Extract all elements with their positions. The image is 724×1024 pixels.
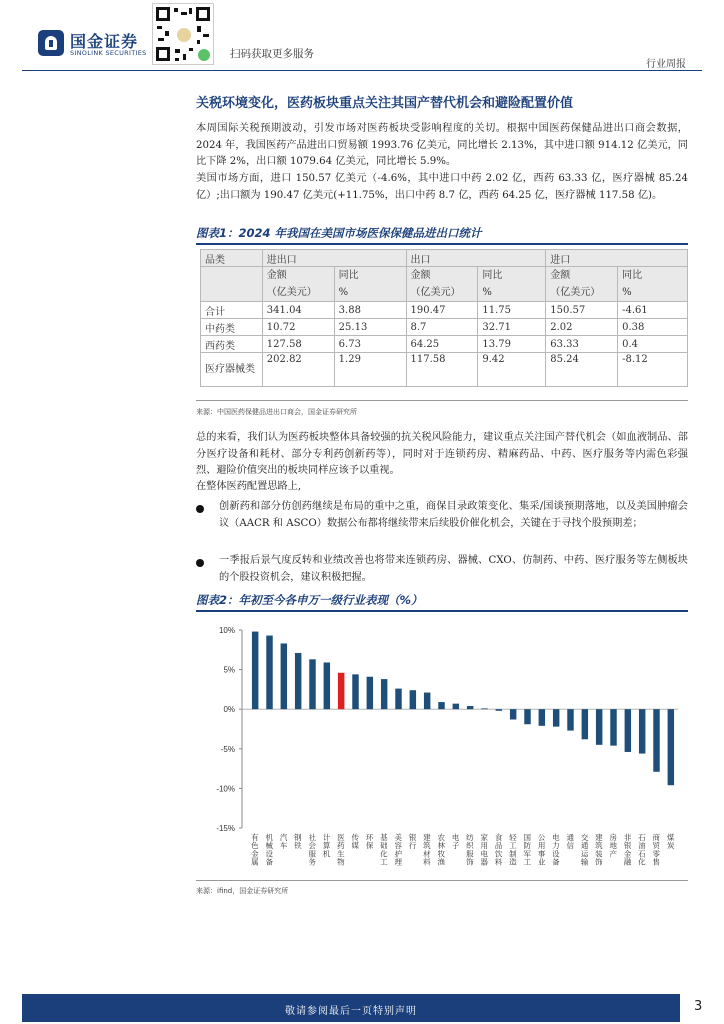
paragraph-us-market: 美国市场方面，进口 150.57 亿美元（-4.6%，其中进口中药 2.02 亿，西药 63.33 亿，医疗器械 85.24 亿）;出口额为 190.47 亿美元(+11.75%，出口中药 8.7 亿，西药 64.25 亿，医疗器械 117.58 亿)。 xyxy=(196,173,688,201)
table-cell: -4.61 xyxy=(618,302,688,319)
x-tick-label: 纺织服饰 xyxy=(466,833,474,867)
bar-series xyxy=(252,632,674,786)
x-tick-label: 钢铁 xyxy=(294,833,302,851)
table-row xyxy=(201,336,688,353)
x-tick-label: 社会服务 xyxy=(308,833,316,867)
figure1-source: 来源：中国医药保健品进出口商会，国金证券研究所 xyxy=(196,408,357,416)
table-cell: 2.02 xyxy=(546,319,618,336)
section-title: 关税环境变化，医药板块重点关注其国产替代机会和避险配置价值 xyxy=(196,96,574,111)
bullet-innovative-drugs: 创新药和部分仿创药继续是布局的重中之重，商保目录政策变化、集采/国谈预期落地，以及美国肿瘤会议（AACR 和 ASCO）数据公布都将继续带来后续股价催化机会，关键在于寻找个股预期差； xyxy=(219,501,688,529)
bar-建筑材料 xyxy=(424,693,430,710)
table-cell: 0.4 xyxy=(618,336,688,353)
table-cell: 150.57 xyxy=(546,302,618,319)
table-subheader-row xyxy=(201,267,688,302)
bar-国防军工 xyxy=(524,709,530,724)
bar-家用电器 xyxy=(481,708,487,709)
y-tick-label: 5% xyxy=(223,665,235,675)
header-divider xyxy=(22,70,702,71)
table-cell: 医疗器械类 xyxy=(201,353,263,387)
y-tick-label: -5% xyxy=(220,744,235,754)
figure2-title: 图表2：年初至今各申万一级行业表现（%） xyxy=(196,592,688,612)
table-header-cell: 金额 （亿美元） xyxy=(262,267,334,302)
table-header-cell: 品类 xyxy=(201,250,263,267)
table-cell: 117.58 xyxy=(406,353,478,387)
bar-基础化工 xyxy=(381,679,387,709)
qr-caption: 扫码获取更多服务 xyxy=(230,48,314,60)
bar-电力设备 xyxy=(553,709,559,726)
x-tick-label: 基础化工 xyxy=(380,833,388,867)
table-cell: 32.71 xyxy=(478,319,546,336)
y-tick-label: 10% xyxy=(218,626,235,635)
report-type-label: 行业周报 xyxy=(646,59,686,70)
x-tick-label: 农林牧渔 xyxy=(437,833,445,867)
page-footer xyxy=(22,994,680,1022)
bar-美容护理 xyxy=(395,689,401,710)
bar-社会服务 xyxy=(309,659,315,709)
x-tick-label: 食品饮料 xyxy=(494,833,503,867)
x-tick-label: 银行 xyxy=(408,833,417,851)
table-cell: 341.04 xyxy=(262,302,334,319)
x-tick-label: 国防军工 xyxy=(523,833,531,867)
x-tick-label: 轻工制造 xyxy=(509,833,517,867)
x-tick-label: 汽车 xyxy=(279,833,288,851)
bar-传媒 xyxy=(352,674,358,709)
logo-name-cn: 国金证券 xyxy=(70,32,139,51)
table-row xyxy=(201,319,688,336)
x-tick-label: 通信 xyxy=(566,833,574,851)
table-header-cell xyxy=(201,267,263,302)
table-row xyxy=(201,302,688,319)
page-header xyxy=(0,0,724,70)
paragraph-trade-overview: 本周国际关税预期波动，引发市场对医药板块受影响程度的关切。根据中国医药保健品进出口商会数据，2024 年，我国医药产品进出口贸易额 1993.76 亿美元，同比增长 2.13%，其中进口额 914.12 亿美元，同比下降 2%，出口额 1079.64 亿美元，同比增长 5.9%。 xyxy=(196,123,688,167)
bar-汽车 xyxy=(281,643,287,709)
table-cell: 63.33 xyxy=(546,336,618,353)
bullet-icon xyxy=(196,559,204,567)
table-header-row xyxy=(201,250,688,267)
bar-农林牧渔 xyxy=(438,702,444,709)
trade-stats-table xyxy=(200,249,688,387)
x-tick-label: 美容护理 xyxy=(394,833,402,867)
table-cell: 85.24 xyxy=(546,353,618,387)
paragraph-conclusion: 总的来看，我们认为医药板块整体具备较强的抗关税风险能力，建议重点关注国产替代机会（如血液制品、部分医疗设备和耗材、部分专利药创新药等），同时对于连锁药房、精麻药品、中药、医疗服务等内需色彩强烈、避险价值突出的板块同样应该予以重视。 xyxy=(196,432,688,476)
x-tick-label: 煤炭 xyxy=(666,833,675,851)
x-tick-label: 建筑装饰 xyxy=(595,833,603,867)
table-header-cell: 同比 % xyxy=(478,267,546,302)
bullet-q1-recovery: 一季报后景气度反转和业绩改善也将带来连锁药房、器械、CXO、仿制药、中药、医疗服务等左侧板块的个股投资机会，建议积极把握。 xyxy=(219,555,688,583)
table-cell: 0.38 xyxy=(618,319,688,336)
paragraph-allocation-intro: 在整体医药配置思路上, xyxy=(196,481,302,492)
table-cell: 11.75 xyxy=(478,302,546,319)
x-tick-label: 建筑材料 xyxy=(423,833,431,867)
disclaimer-note: 敬请参阅最后一页特别声明 xyxy=(285,1006,417,1017)
qr-code-icon[interactable] xyxy=(152,3,214,65)
table-cell: 1.29 xyxy=(334,353,406,387)
table-cell: 合计 xyxy=(201,302,263,319)
bar-电子 xyxy=(453,704,459,710)
bullet-icon xyxy=(196,505,204,513)
x-tick-label: 交通运输 xyxy=(580,833,589,867)
table-cell: -8.12 xyxy=(618,353,688,387)
table-cell: 西药类 xyxy=(201,336,263,353)
bar-医药生物 xyxy=(338,673,344,709)
bar-煤炭 xyxy=(668,709,674,785)
bar-机械设备 xyxy=(266,636,272,710)
y-tick-label: 0% xyxy=(223,705,235,715)
table-cell: 3.88 xyxy=(334,302,406,319)
table-cell: 202.82 xyxy=(262,353,334,387)
x-tick-label: 计算机 xyxy=(322,833,331,859)
bar-食品饮料 xyxy=(496,709,502,711)
bar-房地产 xyxy=(610,709,616,745)
table-cell: 127.58 xyxy=(262,336,334,353)
industry-performance-chart xyxy=(196,612,688,876)
x-tick-label: 环保 xyxy=(365,833,374,851)
table-header-cell: 进口 xyxy=(546,250,688,267)
bar-通信 xyxy=(567,709,573,730)
x-tick-label: 非银金融 xyxy=(623,833,632,867)
table-header-cell: 同比 % xyxy=(618,267,688,302)
bar-交通运输 xyxy=(582,709,588,739)
table-cell: 64.25 xyxy=(406,336,478,353)
table-cell: 25.13 xyxy=(334,319,406,336)
page-number: 3 xyxy=(694,999,703,1014)
bar-非银金融 xyxy=(625,709,631,752)
x-tick-label: 机械设备 xyxy=(265,833,273,867)
table-header-cell: 金额 （亿美元） xyxy=(546,267,618,302)
table-cell: 中药类 xyxy=(201,319,263,336)
figure1-divider xyxy=(196,400,688,401)
x-tick-label: 传媒 xyxy=(351,833,359,851)
table-row xyxy=(201,353,688,387)
table-header-cell: 金额 （亿美元） xyxy=(406,267,478,302)
table-cell: 9.42 xyxy=(478,353,546,387)
bar-建筑装饰 xyxy=(596,709,602,745)
table-cell: 190.47 xyxy=(406,302,478,319)
x-tick-label: 医药生物 xyxy=(337,833,345,867)
bar-纺织服饰 xyxy=(467,706,473,709)
x-axis-labels xyxy=(251,832,675,867)
table-cell: 8.7 xyxy=(406,319,478,336)
figure1-title: 图表1：2024 年我国在美国市场医保保健品进出口统计 xyxy=(196,225,688,245)
table-cell: 10.72 xyxy=(262,319,334,336)
x-tick-label: 家用电器 xyxy=(480,833,488,867)
bar-有色金属 xyxy=(252,632,258,710)
figure2-divider xyxy=(196,880,688,881)
table-cell: 6.73 xyxy=(334,336,406,353)
bar-环保 xyxy=(367,677,373,709)
x-tick-label: 有色金属 xyxy=(251,833,259,867)
bar-石油石化 xyxy=(639,709,645,753)
x-tick-label: 石油石化 xyxy=(638,833,646,867)
figure2-source: 来源：ifind，国金证券研究所 xyxy=(196,887,289,895)
x-tick-label: 电子 xyxy=(451,833,460,851)
table-cell: 13.79 xyxy=(478,336,546,353)
y-tick-label: -15% xyxy=(216,824,235,833)
y-tick-label: -10% xyxy=(216,784,235,794)
x-tick-label: 商贸零售 xyxy=(652,833,660,867)
table-header-cell: 出口 xyxy=(406,250,546,267)
bar-公用事业 xyxy=(539,709,545,726)
bar-钢铁 xyxy=(295,653,301,709)
bar-计算机 xyxy=(324,662,330,709)
bar-轻工制造 xyxy=(510,709,516,719)
bar-银行 xyxy=(410,690,416,709)
x-tick-label: 电力设备 xyxy=(552,833,560,867)
x-tick-label: 公用事业 xyxy=(537,833,546,867)
wechat-icon xyxy=(198,49,210,61)
table-header-cell: 进出口 xyxy=(262,250,406,267)
sinolink-logo-icon xyxy=(38,30,64,56)
bar-商贸零售 xyxy=(653,709,659,772)
table-header-cell: 同比 % xyxy=(334,267,406,302)
logo-name-en: SINOLINK SECURITIES xyxy=(70,49,147,57)
x-tick-label: 房地产 xyxy=(609,833,617,859)
